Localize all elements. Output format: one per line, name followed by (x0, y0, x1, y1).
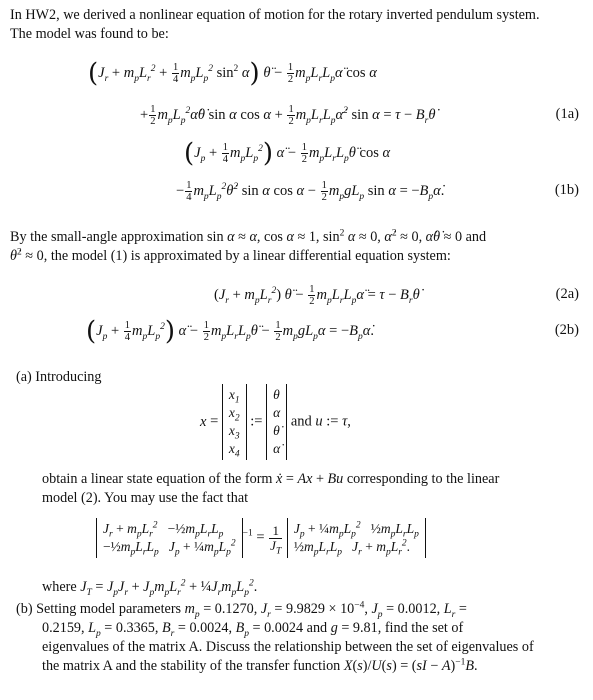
eq-1b-line-2: − $\frac{1}{4}$ $m_pL_p^2\thetȧ^2$ sin α cos α − $\frac{1}{2}$ $m_pgL_p$ $\sin \alpha = -B_p\alphȧ$. (176, 180, 445, 203)
eq-2b: ($J_p$ + $\frac{1}{4}$ $m_pL_p^2$) α̈ − $\frac{1}{2}$ $m_pL_rL_p\thetä$ − $\frac{1}{2}$ $m_pgL_p\alpha$ = $-B_p\alphȧ$. (86, 316, 374, 347)
state-vector-theta: θ α θ̇ α̇ (266, 384, 287, 460)
mass-matrix: $J_r + m_pL_r^2$ $-\frac{1}{2}m_pL_rL_p$ $-\frac{1}{2}m_pL_rL_p$ $J_p$ + $\frac{1}{4}m_pL_p^2$ (96, 518, 243, 558)
state-vector-x: $x_1$ $x_2$ $x_3$ $x_4$ (222, 384, 247, 460)
where-text: where (42, 579, 77, 595)
part-a-label: (a) (16, 369, 32, 385)
part-b-paragraph: (b) Setting model parameters $m_p = 0.1270$, $J_r = 9.9829 \times 10^{-4}$, $J_p = 0.0012$, $L_r$ = 0.2159, $L_p = 0.3365$, $B_r = 0.0024$, $B_p = 0.0024$ and g = 9.81, find the set of eigenvalues of the matrix A. Discuss the relationship between the set of eigenvalues of the matrix A and the stability of the transfer function X(s)/U(s) = (sI − A)$^{-1}$B. (16, 600, 582, 676)
part-a-text-2: model (2). You may use the fact that (42, 490, 249, 506)
part-a-text-1b: corresponding to the linear (346, 471, 500, 487)
inverse-matrix: $J_p$ + $\frac{1}{4}m_pL_p^2$ $\frac{1}{2}m_pL_rL_p$ $\frac{1}{2}m_pL_rL_p$ $J_r + m_pL_r^2$. (287, 518, 426, 558)
state-vector-definition: x = $x_1$ $x_2$ $x_3$ $x_4$ := θ α θ̇ α̇ and u := τ, (200, 384, 351, 460)
part-b-line-3: eigenvalues of the matrix A. Discuss the relationship between the set of eigenvalues of (42, 639, 534, 655)
intro-line-2: The model was found to be: (10, 26, 169, 42)
where-line: where $J_T = J_pJ_r + J_pm_pL_r^2$ + $\frac{1}{4}J_rm_pL_p^2$. (42, 578, 258, 598)
part-b-label: (b) (16, 601, 33, 617)
and-text: and (290, 413, 312, 430)
approx-line-1-post: and (465, 229, 487, 245)
eq-2a: $(J_r + m_pL_r^2)$ θ̈ − $\frac{1}{2}$ $m_pL_rL_p\alphä = \tau$ − $B_r\thetȧ$ (214, 284, 420, 307)
approx-line-1-pre: By the small-angle approximation (10, 229, 204, 245)
approx-line-2-post: , the model (1) is approximated by a linear differential equation system: (43, 248, 451, 264)
eq-1b-number: (1b) (554, 182, 579, 198)
intro-paragraph (10, 6, 580, 44)
approx-paragraph: By the small-angle approximation sin α ≈ α, cos α ≈ 1, $\sin^2 \alpha \approx 0$, α̇$^2$ ≈ 0, α̇θ̇ ≈ 0 and θ̇$^2$ ≈ 0, the model (1) is approximated by a linear differential equation system: (10, 228, 487, 264)
part-b-line-1: Setting model parameters (36, 601, 182, 617)
eq-1a-line-1: ($J_r + m_pL_r^2$ + $\frac{1}{4}$ $m_pL_p^2$ $\sin^2 \alpha$) θ̈ − $\frac{1}{2}$ $m_pL_rL_p\alphä$ cos α (88, 58, 377, 89)
matrix-inverse-identity: $J_r + m_pL_r^2$ $-\frac{1}{2}m_pL_rL_p$ $-\frac{1}{2}m_pL_rL_p$ $J_p$ + $\frac{1}{4}m_pL_p^2$ $^{-1}$ = $\frac{1}{J_T}$ $J_p$ + $\frac{1}{4}m_pL_p^2$ $\frac{1}{2}m_pL_rL_p$ $\frac{1}{2}m_pL_rL_p$ $J_r + m_pL_r^2$. (96, 518, 426, 558)
eq-1a-number: (1a) (555, 106, 579, 122)
part-a-paragraph: obtain a linear state equation of the form ẋ = Ax + Bu corresponding to the linear model (2). You may use the fact that (42, 470, 582, 508)
part-a-text-1: obtain a linear state equation of the form (42, 471, 273, 487)
eq-2a-number: (2a) (555, 286, 579, 302)
part-b-line-4: the matrix A and the stability of the transfer function (42, 658, 341, 674)
eq-1a-line-2: + $\frac{1}{2}$ $m_pL_p^2\alphȧ\thetȧ$ sin α cos α + $\frac{1}{2}$ $m_pL_rL_p\alphȧ^2$ $\sin \alpha = \tau - B_r\thetȧ$ (140, 104, 436, 127)
intro-line-1: In HW2, we derived a nonlinear equation of motion for the rotary inverted pendulum system. (10, 7, 540, 23)
eq-1b-line-1: ($J_p$ + $\frac{1}{4}$ $m_pL_p^2$) α̈ − $\frac{1}{2}$ $m_pL_rL_p\thetä$ cos α (184, 138, 391, 169)
part-a-intro-text: Introducing (35, 369, 102, 385)
part-b-line-2-tail: , find the set of (377, 620, 464, 636)
eq-2b-number: (2b) (554, 322, 579, 338)
